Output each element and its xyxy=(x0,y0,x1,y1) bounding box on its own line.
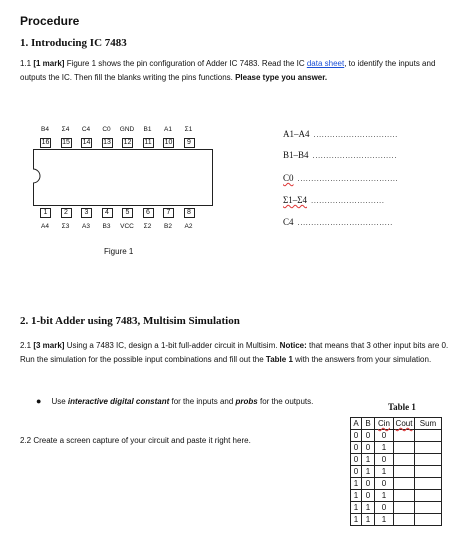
top-pin-label: C4 xyxy=(81,126,91,133)
table-cell: 1 xyxy=(362,454,375,466)
notice-label: Notice: xyxy=(279,341,307,350)
table-row xyxy=(351,454,442,466)
table-row xyxy=(351,442,442,454)
table-cell[interactable] xyxy=(394,466,415,478)
bullet-emphasis: probs xyxy=(235,397,258,406)
para-bold: Please type you answer. xyxy=(235,73,328,82)
table-cell[interactable] xyxy=(394,430,415,442)
blank-label: B1–B4 xyxy=(283,150,309,160)
table-cell[interactable] xyxy=(415,430,442,442)
blank-row xyxy=(283,124,398,142)
table-cell: 1 xyxy=(351,478,362,490)
answer-blank[interactable]: ............................... xyxy=(313,130,398,139)
section2-title: 2. 1-bit Adder using 7483, Multisim Simulation xyxy=(20,315,240,327)
top-pin: 10 xyxy=(164,139,173,146)
table-header-cell: Cout xyxy=(394,418,415,430)
table-caption: Table 1 xyxy=(388,402,416,412)
top-pin: 12 xyxy=(123,139,132,146)
table-cell[interactable] xyxy=(394,478,415,490)
table-cell[interactable] xyxy=(415,502,442,514)
table-cell[interactable] xyxy=(394,502,415,514)
table-row xyxy=(351,478,442,490)
table-cell[interactable] xyxy=(415,514,442,526)
top-pin-label: A1 xyxy=(164,126,172,133)
para-text: that means that 3 other input bits are 0. Run the simulation for the possible input combinations and fill out the xyxy=(20,341,449,364)
table-cell[interactable] xyxy=(415,490,442,502)
table-cell: 1 xyxy=(375,514,394,526)
table-cell[interactable] xyxy=(394,490,415,502)
section2-2-paragraph: 2.2 Create a screen capture of your circuit and paste it right here. xyxy=(20,436,251,445)
para-mark: [3 mark] xyxy=(33,341,65,350)
table-cell: 0 xyxy=(375,502,394,514)
table-cell: 1 xyxy=(362,466,375,478)
bottom-pin: 3 xyxy=(81,208,92,218)
table-cell: 0 xyxy=(362,430,375,442)
table-cell: 0 xyxy=(351,442,362,454)
top-pin-label: Σ1 xyxy=(184,126,193,133)
figure-caption: Figure 1 xyxy=(104,247,134,256)
para-text: Figure 1 shows the pin configuration of Adder IC 7483. Read the IC xyxy=(64,59,307,68)
bottom-pin: 4 xyxy=(102,208,113,218)
para-mark: [1 mark] xyxy=(33,59,65,68)
table-cell: 1 xyxy=(351,514,362,526)
top-pin-label: C0 xyxy=(102,126,111,133)
table-cell[interactable] xyxy=(415,454,442,466)
bullet-text: for the outputs. xyxy=(257,397,314,406)
table-row xyxy=(351,514,442,526)
top-pin-label: B1 xyxy=(143,126,152,133)
top-pin: 16 xyxy=(41,139,50,146)
para-text: Using a 7483 IC, design a 1-bit full-adder circuit in Multisim. xyxy=(64,341,280,350)
bullet-emphasis: interactive digital constant xyxy=(67,397,170,406)
bottom-pin-label: A4 xyxy=(41,223,49,230)
blank-row xyxy=(283,212,393,230)
table-cell: 0 xyxy=(362,442,375,454)
table-cell: 0 xyxy=(351,466,362,478)
table-cell: 1 xyxy=(375,442,394,454)
table-cell[interactable] xyxy=(394,442,415,454)
bottom-pin: 6 xyxy=(143,208,154,218)
answer-blank[interactable]: ........................... xyxy=(310,196,385,205)
top-pin: 9 xyxy=(184,138,195,148)
table-row xyxy=(351,502,442,514)
bottom-pin: 8 xyxy=(184,208,195,218)
answer-blank[interactable]: ............................... xyxy=(312,151,397,160)
table-cell: 0 xyxy=(362,490,375,502)
table-cell[interactable] xyxy=(394,514,415,526)
answer-blank[interactable]: ................................... xyxy=(297,218,393,227)
table-cell[interactable] xyxy=(394,454,415,466)
table-cell[interactable] xyxy=(415,478,442,490)
blank-label: C4 xyxy=(283,217,294,227)
datasheet-link[interactable]: data sheet xyxy=(306,59,345,68)
bullet-icon: ● xyxy=(36,396,42,406)
top-pin: 11 xyxy=(144,139,152,146)
table-header-cell: Cin xyxy=(375,418,394,430)
blank-label: A1–A4 xyxy=(283,129,310,139)
section2-paragraph xyxy=(20,339,460,367)
bottom-pin-label: A2 xyxy=(184,223,193,230)
para-text: with the answers from your simulation. xyxy=(292,355,432,364)
table-cell: 0 xyxy=(375,478,394,490)
bottom-pin-label: B3 xyxy=(102,223,111,230)
chip-notch xyxy=(33,168,45,184)
bottom-pin: 7 xyxy=(163,208,174,218)
section1-title: 1. Introducing IC 7483 xyxy=(20,37,127,49)
table-cell: 1 xyxy=(362,502,375,514)
bottom-pin: 1 xyxy=(40,208,51,218)
table-row xyxy=(351,430,442,442)
bottom-pin-label: A3 xyxy=(82,223,90,230)
table-cell: 1 xyxy=(362,514,375,526)
blank-row xyxy=(283,190,385,208)
procedure-heading: Procedure xyxy=(20,14,80,28)
table-cell: 0 xyxy=(351,430,362,442)
top-pin-label: B4 xyxy=(41,126,49,133)
para-text: , to identify the inputs and outputs the IC. Then fill the blanks writing the pins functions. xyxy=(20,59,436,82)
top-pin-label: Σ4 xyxy=(61,126,70,133)
table-header-cell: A xyxy=(351,418,362,430)
table-cell: 1 xyxy=(351,502,362,514)
top-pin: 13 xyxy=(103,139,111,146)
table-ref: Table 1 xyxy=(265,355,293,364)
top-pin: 15 xyxy=(62,139,70,146)
table-cell: 0 xyxy=(375,454,394,466)
section1-paragraph xyxy=(20,57,460,85)
bottom-pin-label: VCC xyxy=(120,223,134,230)
bottom-pin-label: Σ3 xyxy=(61,223,70,230)
chip-body xyxy=(33,149,213,206)
bottom-pin: 5 xyxy=(122,208,133,218)
bullet-text: for the inputs and xyxy=(169,397,236,406)
table-cell: 1 xyxy=(375,490,394,502)
table-row xyxy=(351,466,442,478)
bottom-pin-label: B2 xyxy=(164,223,172,230)
blank-label: C0 xyxy=(283,173,294,183)
table-cell: 0 xyxy=(362,478,375,490)
bottom-pin-label: Σ2 xyxy=(143,223,152,230)
blank-row xyxy=(283,168,398,186)
top-pin: 14 xyxy=(82,139,91,146)
table-cell: 1 xyxy=(375,466,394,478)
bottom-pin: 2 xyxy=(61,208,72,218)
table-row xyxy=(351,490,442,502)
table-cell: 1 xyxy=(351,490,362,502)
table-header-cell: B xyxy=(362,418,375,430)
top-pin-label: GND xyxy=(119,126,135,133)
blank-label: Σ1–Σ4 xyxy=(283,195,307,205)
blank-row xyxy=(283,145,397,163)
table-header-cell: Sum xyxy=(415,418,442,430)
answer-blank[interactable]: ..................................... xyxy=(297,174,399,183)
para-number: 1.1 xyxy=(20,59,34,68)
bullet-text: Use xyxy=(51,397,68,406)
table-cell: 0 xyxy=(351,454,362,466)
table-cell[interactable] xyxy=(415,466,442,478)
bullet-item xyxy=(36,396,313,406)
table-cell: 0 xyxy=(375,430,394,442)
table-header-row xyxy=(351,418,442,430)
truth-table xyxy=(350,417,442,526)
table-cell[interactable] xyxy=(415,442,442,454)
para-number: 2.1 xyxy=(20,341,34,350)
